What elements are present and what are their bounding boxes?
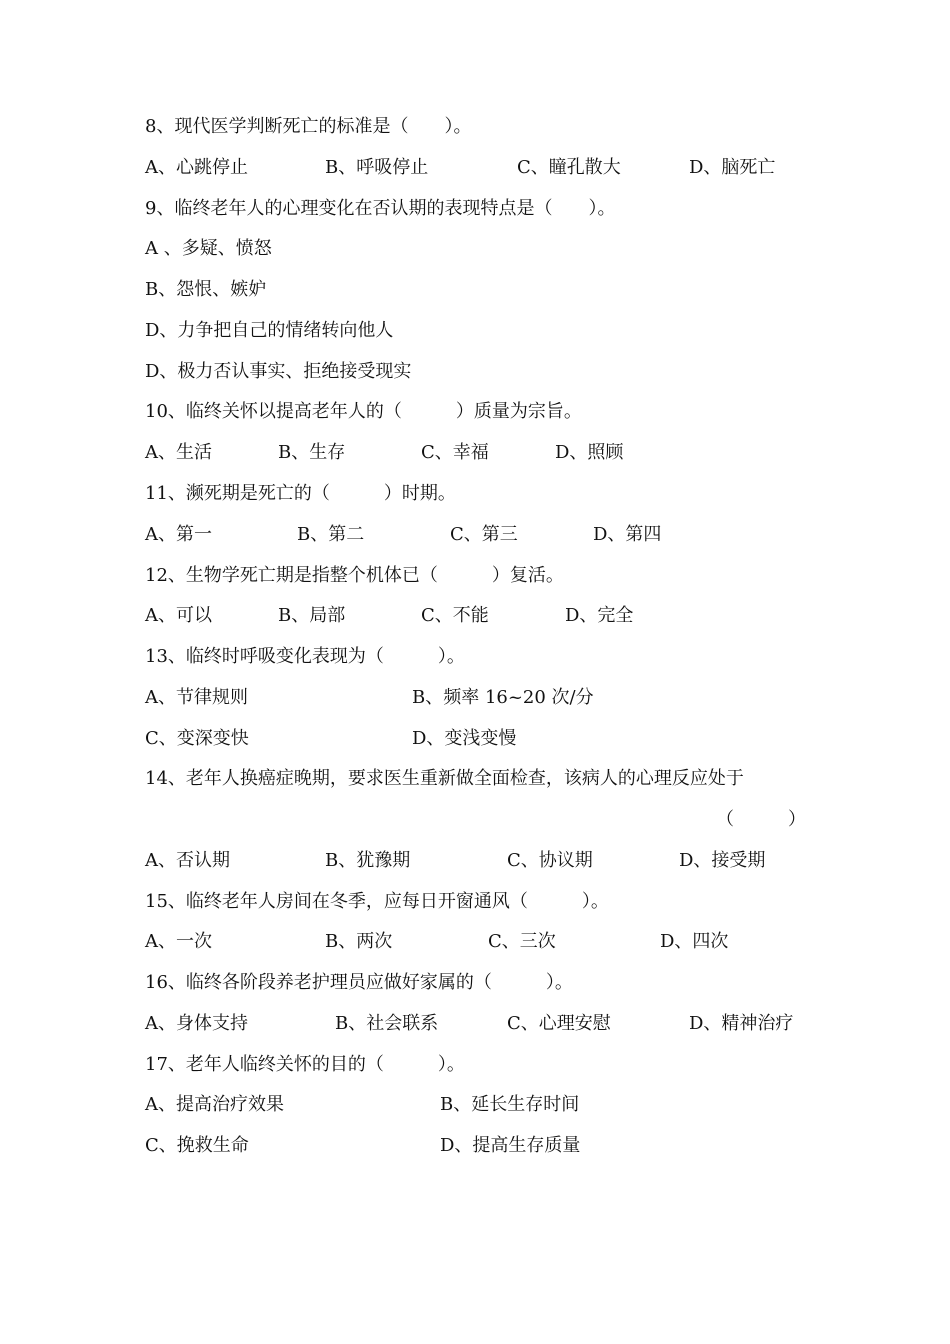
option-a: A 、多疑、愤怒 [145, 238, 272, 259]
option-a: A、生活 [145, 442, 212, 463]
option-b: B、犹豫期 [325, 850, 411, 871]
option-b: B、频率 16~20 次/分 [412, 687, 594, 708]
option-a: A、一次 [145, 931, 212, 952]
option-b: B、延长生存时间 [440, 1094, 580, 1115]
option-c: C、瞳孔散大 [517, 157, 621, 178]
question-stem-text: 14、老年人换癌症晚期，要求医生重新做全面检查，该病人的心理反应处于 [145, 768, 744, 789]
option-d: D、极力否认事实、拒绝接受现实 [145, 361, 412, 382]
option-d: D、精神治疗 [689, 1013, 794, 1034]
option-d: D、照顾 [555, 442, 624, 463]
question-stem-text: 17、老年人临终关怀的目的（ ）。 [145, 1054, 465, 1075]
option-b: B、局部 [278, 605, 346, 626]
option-d: D、完全 [565, 605, 634, 626]
option-c: C、第三 [450, 524, 518, 545]
option-a: A、节律规则 [145, 687, 248, 708]
option-d: D、接受期 [679, 850, 766, 871]
option-d: D、四次 [660, 931, 729, 952]
option-a: A、可以 [145, 605, 212, 626]
option-c: C、挽救生命 [145, 1135, 249, 1156]
option-b: B、呼吸停止 [325, 157, 429, 178]
option-a: A、第一 [145, 524, 212, 545]
question-stem-text: 12、生物学死亡期是指整个机体已（ ）复活。 [145, 565, 564, 586]
option-c: D、力争把自己的情绪转向他人 [145, 320, 394, 341]
option-a: A、心跳停止 [145, 157, 248, 178]
option-b: B、生存 [278, 442, 346, 463]
option-d: D、脑死亡 [689, 157, 776, 178]
option-c: C、协议期 [507, 850, 593, 871]
question-stem-text: 11、濒死期是死亡的（ ）时期。 [145, 483, 456, 504]
question-stem-text: 8、现代医学判断死亡的标准是（ ）。 [145, 116, 472, 137]
option-a: A、提高治疗效果 [145, 1094, 284, 1115]
option-b: B、社会联系 [335, 1013, 439, 1034]
option-d: D、第四 [593, 524, 662, 545]
option-b: B、第二 [297, 524, 365, 545]
answer-blank: （ ） [716, 809, 806, 830]
option-c: C、心理安慰 [507, 1013, 611, 1034]
question-stem-text: 10、临终关怀以提高老年人的（ ）质量为宗旨。 [145, 401, 582, 422]
question-stem-text: 15、临终老年人房间在冬季，应每日开窗通风（ ）。 [145, 891, 609, 912]
question-stem-text: 9、临终老年人的心理变化在否认期的表现特点是（ ）。 [145, 198, 616, 219]
option-c: C、变深变快 [145, 728, 249, 749]
option-c: C、幸福 [421, 442, 489, 463]
option-b: B、怨恨、嫉妒 [145, 279, 267, 300]
question-stem-text: 16、临终各阶段养老护理员应做好家属的（ ）。 [145, 972, 573, 993]
option-a: A、否认期 [145, 850, 230, 871]
option-a: A、身体支持 [145, 1013, 248, 1034]
question-stem-text: 13、临终时呼吸变化表现为（ ）。 [145, 646, 465, 667]
option-b: B、两次 [325, 931, 393, 952]
option-c: C、不能 [421, 605, 489, 626]
option-d: D、变浅变慢 [412, 728, 517, 749]
option-c: C、三次 [488, 931, 556, 952]
option-d: D、提高生存质量 [440, 1135, 581, 1156]
